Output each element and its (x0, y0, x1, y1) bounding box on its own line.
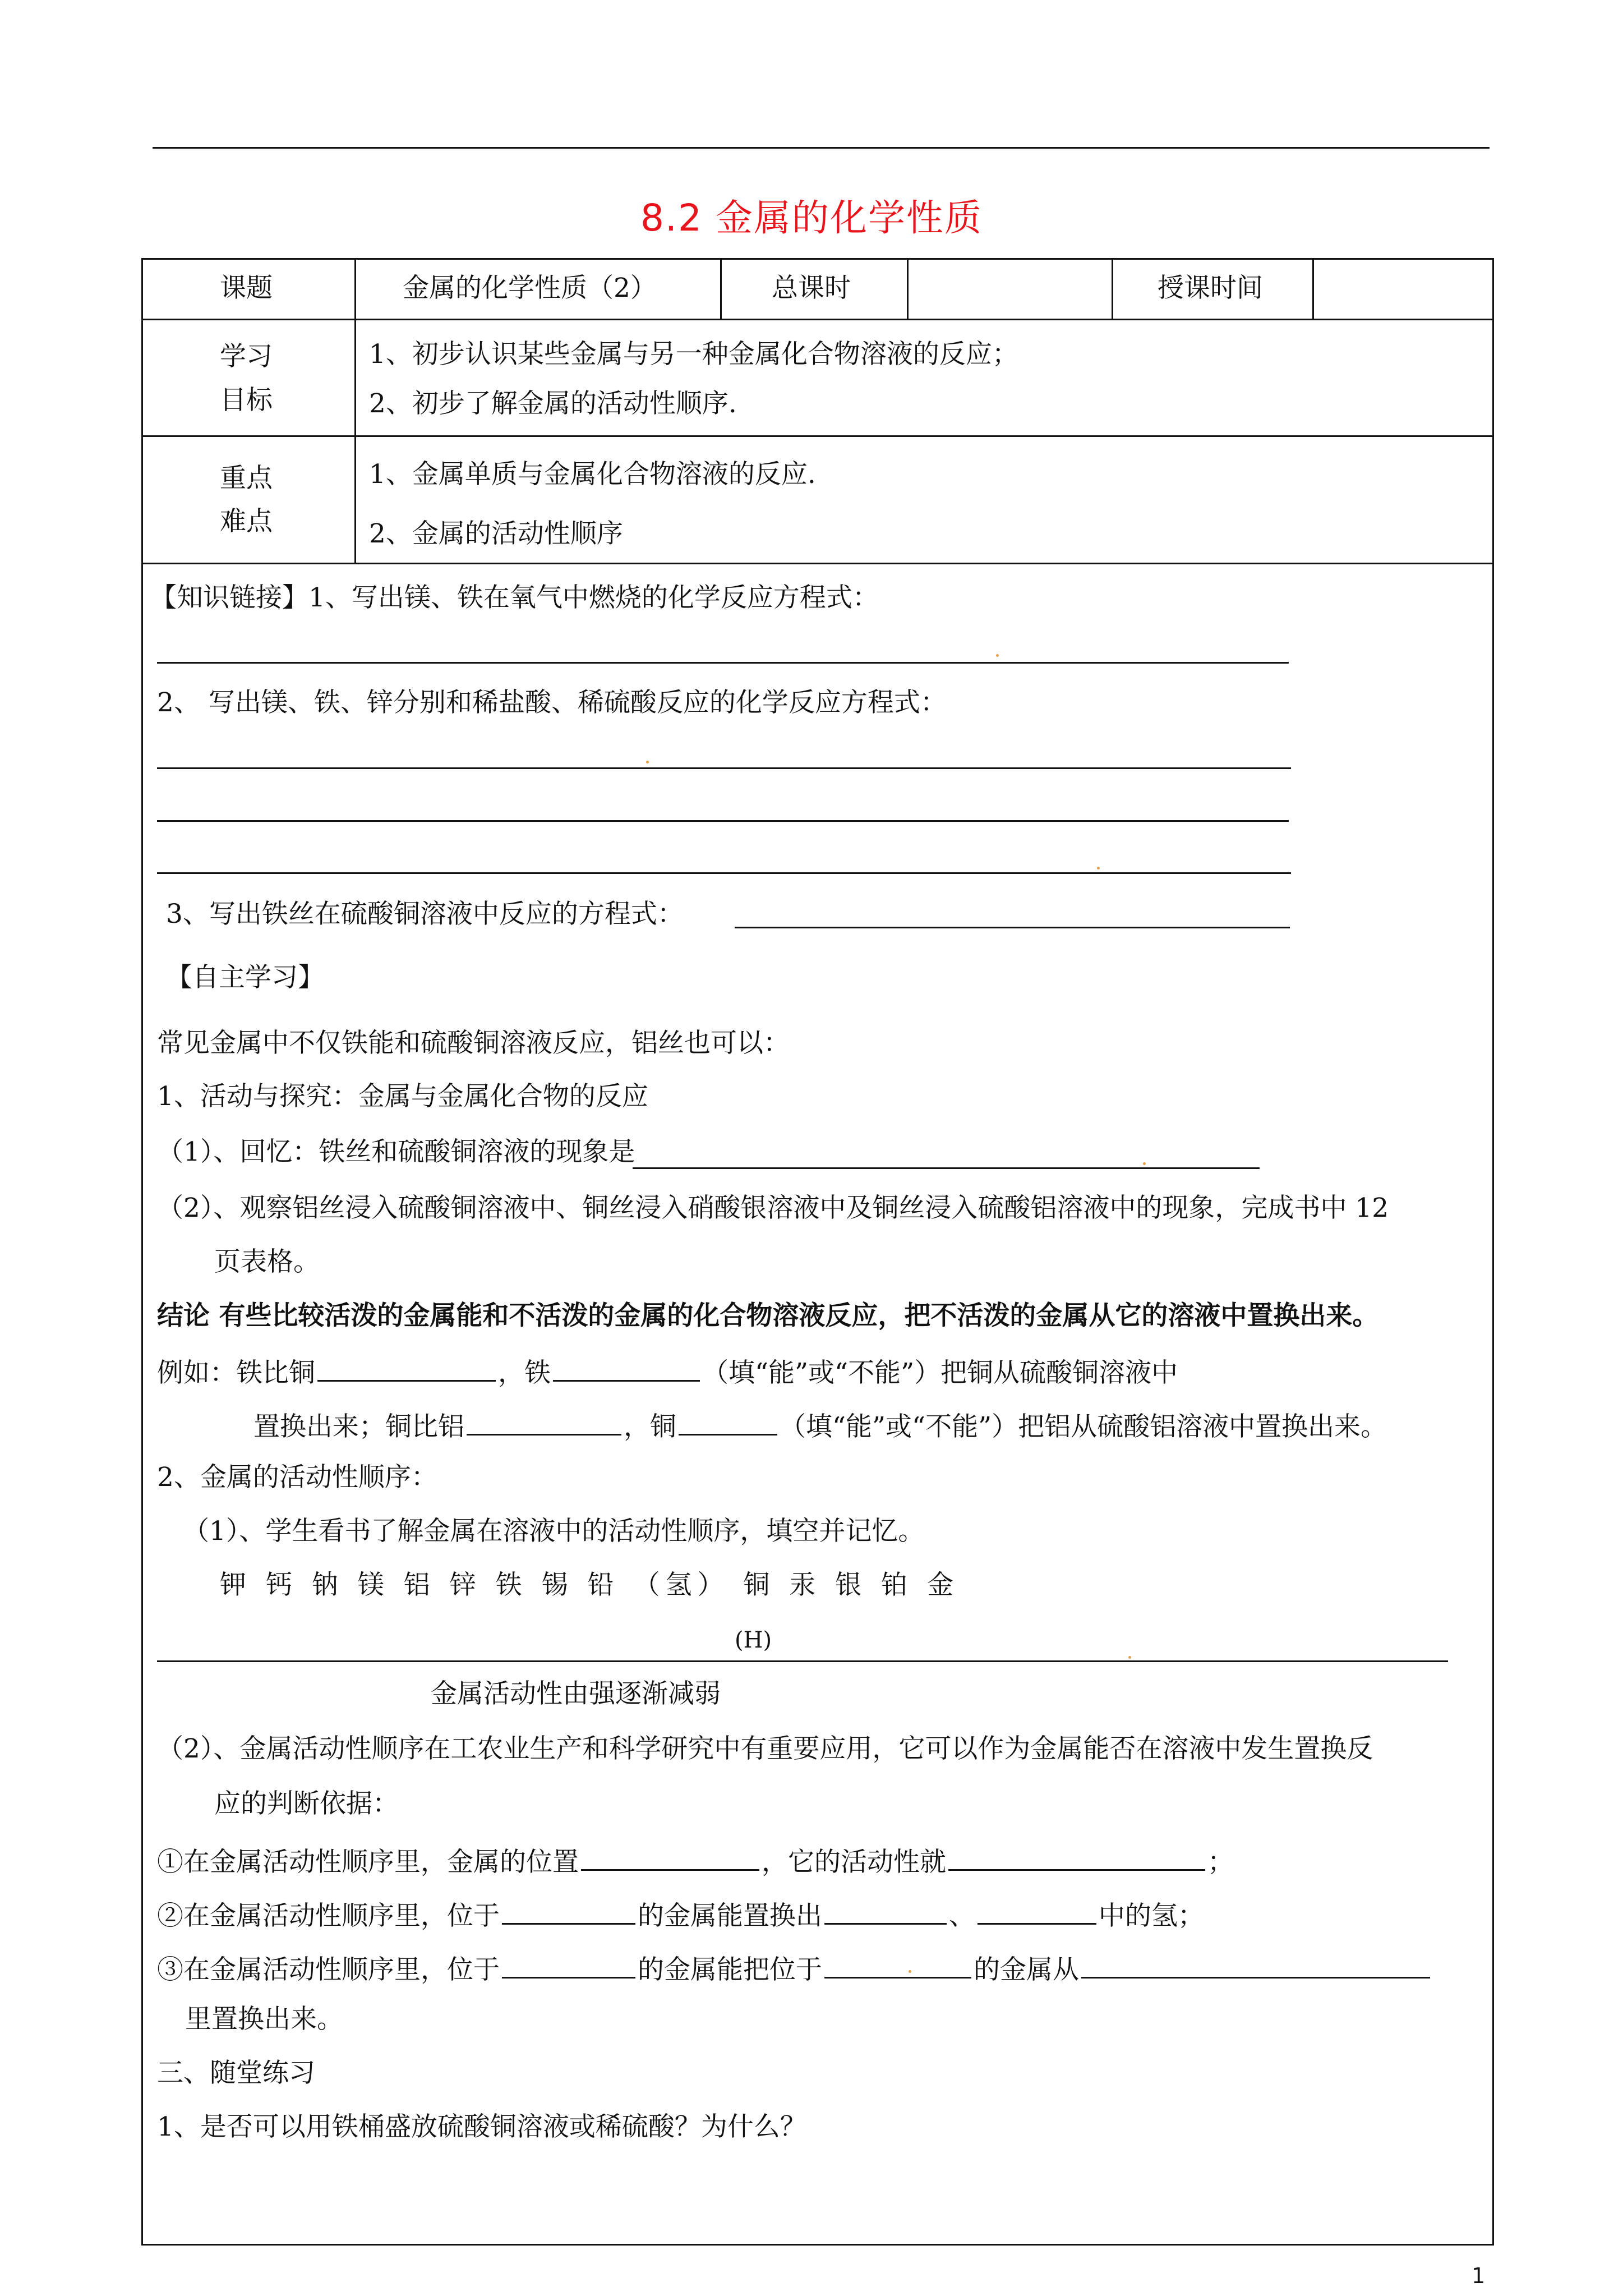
knowledge-link-q1: 【知识链接】1、写出镁、铁在氧气中燃烧的化学反应方程式： (150, 582, 879, 613)
rule-3-cont: 里置换出来。 (185, 2004, 343, 2035)
answer-line (157, 662, 1289, 664)
knowledge-link-q3: 3、写出铁丝在硫酸铜溶液中反应的方程式： (166, 899, 684, 930)
conclusion: 结论 有些比较活泼的金属能和不活泼的金属的化合物溶液反应，把不活泼的金属从它的溶液中置换出来。 (157, 1300, 1379, 1331)
speck (996, 654, 999, 657)
hydrogen-label: (H) (735, 1627, 772, 1653)
example-line-1: 例如：铁比铜 ，铁 （填“能”或“不能”）把铜从硫酸铜溶液中 (157, 1353, 1178, 1390)
cell-objective-1: 1、初步认识某些金属与另一种金属化合物溶液的反应； (369, 339, 1018, 370)
page-number: 1 (1472, 2263, 1486, 2288)
series-caption: 金属活动性由强逐渐减弱 (431, 1678, 721, 1709)
page-title: 8.2 金属的化学性质 (640, 196, 983, 240)
cell-total-hours-label: 总课时 (772, 273, 851, 303)
self-study-heading: 【自主学习】 (166, 962, 324, 993)
activity-recall: （1）、回忆：铁丝和硫酸铜溶液的现象是 (157, 1137, 635, 1167)
activity-heading: 1、活动与探究：金属与金属化合物的反应 (157, 1081, 648, 1112)
cell-key-point-2: 2、金属的活动性顺序 (369, 518, 623, 549)
answer-line (633, 1167, 1260, 1169)
answer-line (157, 820, 1289, 822)
rule-1: ①在金属活动性顺序里，金属的位置 ，它的活动性就 ； (157, 1842, 1234, 1879)
cell-objective-2: 2、初步了解金属的活动性顺序. (369, 388, 737, 419)
answer-line (157, 767, 1291, 769)
answer-line (735, 927, 1290, 928)
speck (646, 761, 649, 763)
cell-objectives-label-2: 目标 (220, 385, 273, 416)
cell-key-points-label-1: 重点 (220, 463, 273, 494)
activity-observe-cont: 页表格。 (214, 1246, 320, 1277)
practice-heading: 三、随堂练习 (157, 2058, 315, 2088)
cell-key-points-label-2: 难点 (220, 506, 273, 537)
paragraph: 常见金属中不仅铁能和硫酸铜溶液反应，铝丝也可以： (157, 1028, 790, 1059)
series-line (157, 1660, 1448, 1662)
activity-order-instruction: （1）、学生看书了解金属在溶液中的活动性顺序，填空并记忆。 (183, 1516, 925, 1547)
speck (1128, 1656, 1131, 1659)
header-rule (153, 147, 1490, 149)
practice-q1: 1、是否可以用铁桶盛放硫酸铜溶液或稀硫酸？为什么？ (157, 2111, 806, 2142)
answer-line (157, 872, 1291, 874)
speck (1097, 867, 1100, 869)
knowledge-link-q2: 2、 写出镁、铁、锌分别和稀盐酸、稀硫酸反应的化学反应方程式： (157, 687, 947, 718)
rule-2: ②在金属活动性顺序里，位于 的金属能置换出 、 中的氢； (157, 1896, 1204, 1933)
application-intro: （2）、金属活动性顺序在工农业生产和科学研究中有重要应用，它可以作为金属能否在溶液中发生置换反 (157, 1733, 1373, 1764)
metal-activity-series: 钾 钙 钠 镁 铝 锌 铁 锡 铅 （氢） 铜 汞 银 铂 金 (220, 1570, 960, 1600)
cell-subject-label: 课题 (220, 273, 273, 303)
cell-objectives-label-1: 学习 (220, 341, 273, 372)
cell-teaching-time-label: 授课时间 (1158, 273, 1263, 303)
speck (1143, 1162, 1146, 1165)
application-intro-cont: 应的判断依据： (214, 1788, 399, 1819)
activity-observe: （2）、观察铝丝浸入硫酸铜溶液中、铜丝浸入硝酸银溶液中及铜丝浸入硫酸铝溶液中的现象，完成书中 12 (157, 1193, 1389, 1223)
cell-subject-value: 金属的化学性质（2） (403, 273, 657, 303)
activity-order-heading: 2、金属的活动性顺序： (157, 1462, 437, 1493)
rule-3: ③在金属活动性顺序里，位于 的金属能把位于 的金属从 (157, 1950, 1432, 1987)
example-line-2: 置换出来；铜比铝 ，铜 （填“能”或“不能”）把铝从硫酸铝溶液中置换出来。 (253, 1407, 1387, 1444)
cell-key-point-1: 1、金属单质与金属化合物溶液的反应. (369, 459, 816, 490)
speck (909, 1970, 911, 1973)
